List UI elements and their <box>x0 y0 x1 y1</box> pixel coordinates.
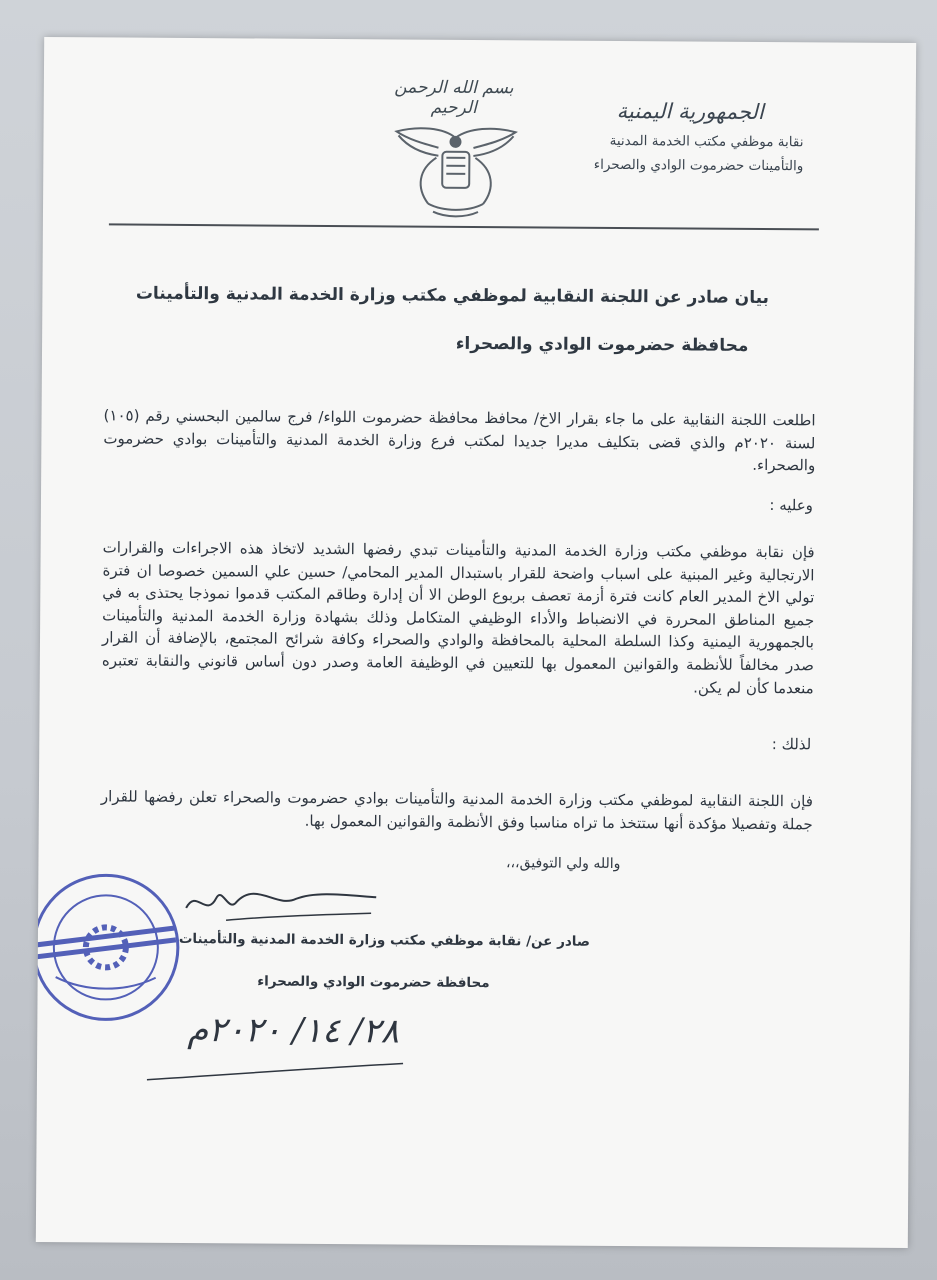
statement-title: بيان صادر عن اللجنة النقابية لموظفي مكتب وزارة الخدمة المدنية والتأمينات <box>135 283 770 309</box>
yemen-eagle-emblem-icon <box>388 117 524 223</box>
closing-line: والله ولي التوفيق،،، <box>505 855 621 873</box>
org-line-1: نقابة موظفي مكتب الخدمة المدنية <box>609 132 804 151</box>
basmala: بسم الله الرحمن الرحيم <box>394 77 514 118</box>
paragraph-2: فإن نقابة موظفي مكتب وزارة الخدمة المدنية والتأمينات تبدي رفضها الشديد لاتخاذ هذه الاجراءات والقرارات الارتجالية وغير المبنية على اسباب واضحة للقرار باستبدال المدير المحامي/ حسين علي السمين خصوصا ان فترة تولي الاخ المدير العام كانت فترة أزمة تعصف بربوع الوطن الا أن إدارة وطاقم المكتب قدموا نموذجا يحتذى به في جميع المناطق المحررة في الانضباط والأداء الوظيفي المتكامل وذلك بشهادة وزارة الخدمة المدنية والتأمينات بالجمهورية اليمنية وكذا السلطة المحلية بالمحافظة والوادي والصحراء وكافة شرائح المجتمع، بالإضافة أن القرار صدر مخالفاً للأنظمة والقوانين المعمول بها للتعيين في الوظيفة العامة وصدر دون أساس قانوني والنقابة تعتبره منعدما كأن لم يكن. <box>101 538 815 697</box>
therefore-label: وعليه : <box>769 496 814 515</box>
org-line-2: والتأمينات حضرموت الوادي والصحراء <box>593 156 804 175</box>
governorate-line: محافظة حضرموت الوادي والصحراء <box>257 973 490 992</box>
union-stamp-icon <box>36 867 187 1028</box>
signature-icon <box>166 868 386 940</box>
republic-name: الجمهورية اليمنية <box>616 98 764 124</box>
date-underline <box>145 1058 407 1090</box>
hence-label: لذلك : <box>771 735 812 754</box>
document-page <box>36 37 916 1248</box>
letterhead <box>594 99 804 178</box>
issued-by: صادر عن/ نقابة موظفي مكتب وزارة الخدمة المدنية والتأمينات <box>178 930 590 950</box>
paragraph-3: فإن اللجنة النقابية لموظفي مكتب وزارة الخدمة المدنية والتأمينات بوادي حضرموت والصحراء تعلن رفضها للقرار جملة وتفصيلا مؤكدة أنها ستتخذ ما تراه مناسبا وفق الأنظمة والقوانين المعمول بها. <box>100 787 813 833</box>
header-divider <box>109 223 819 230</box>
paragraph-1: اطلعت اللجنة النقابية على ما جاء بقرار الاخ/ محافظ محافظة حضرموت اللواء/ فرج سالمين البحسني رقم (١٠٥) لسنة ٢٠٢٠م والذي قضى بتكليف مديرا جديدا لمكتب فرع وزارة الخدمة المدنية والتأمينات بوادي حضرموت والصحراء. <box>103 406 816 475</box>
handwritten-date: ٢٨/ ١٤/ ٢٠٢٠م <box>187 1009 400 1052</box>
statement-subtitle: محافظة حضرموت الوادي والصحراء <box>455 333 749 356</box>
